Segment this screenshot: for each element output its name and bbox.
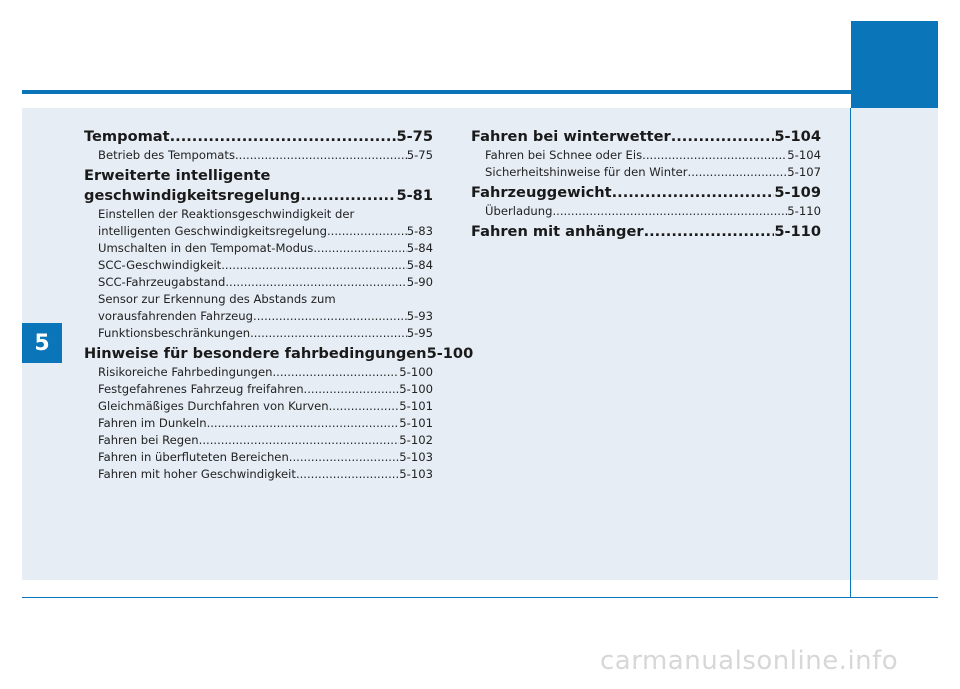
toc-entry-betrieb-tempomat[interactable]: Betrieb des Tempomats ..... 5-75 [84,147,433,164]
margin-rule [850,108,851,598]
toc-subentry[interactable]: Risikoreiche Fahrbedingungen ..... 5-100 [84,364,433,381]
toc-subentry[interactable]: Funktionsbeschränkungen ..... 5-95 [84,325,433,342]
toc-entry-fahrzeuggewicht[interactable]: Fahrzeuggewicht ..... 5-109 [471,183,821,203]
toc-subentry[interactable]: Gleichmäßiges Durchfahren von Kurven ..... 5-101 [84,398,433,415]
toc-subentry[interactable]: Fahren in überfluteten Bereichen ..... 5-103 [84,449,433,466]
watermark: carmanualsonline.info [600,646,899,676]
toc-subentry[interactable]: SCC-Fahrzeugabstand ..... 5-90 [84,274,433,291]
toc-subentry[interactable]: vorausfahrenden Fahrzeug ..... 5-93 [84,308,433,325]
toc-entry-scc-line1: Erweiterte intelligente [84,167,271,184]
chapter-tab: 5 [22,323,62,363]
toc-subentry[interactable]: Fahren im Dunkeln ..... 5-101 [84,415,433,432]
toc-entry-winter[interactable]: Fahren bei winterwetter ..... 5-104 [471,127,821,147]
bottom-rule [22,597,938,598]
toc-column-left [84,125,474,483]
toc-subentry-line1: Einstellen der Reaktionsgeschwindigkeit der [98,207,355,221]
toc-subentry[interactable]: Umschalten in den Tempomat-Modus ..... 5-84 [84,240,433,257]
toc-entry-tempomat[interactable]: Tempomat ..... 5-75 [84,127,433,147]
toc-subentry[interactable]: intelligenten Geschwindigkeitsregelung ..... 5-83 [84,223,433,240]
toc-subentry[interactable]: Fahren bei Schnee oder Eis ..... 5-104 [471,147,821,164]
toc-subentry[interactable]: Sicherheitshinweise für den Winter ..... 5-107 [471,164,821,181]
toc-column-right [471,125,821,242]
top-rule [22,90,938,94]
toc-entry-anhaenger[interactable]: Fahren mit anhänger ..... 5-110 [471,222,821,242]
toc-subentry-line1: Sensor zur Erkennung des Abstands zum [98,292,336,306]
toc-subentry[interactable]: SCC-Geschwindigkeit ..... 5-84 [84,257,433,274]
toc-subentry[interactable]: Überladung ..... 5-110 [471,203,821,220]
toc-entry-scc[interactable]: geschwindigkeitsregelung ..... 5-81 [84,186,433,206]
toc-subentry[interactable]: Fahren bei Regen ..... 5-102 [84,432,433,449]
toc-subentry[interactable]: Festgefahrenes Fahrzeug freifahren ..... 5-100 [84,381,433,398]
toc-entry-hinweise[interactable]: Hinweise für besondere fahrbedingungen 5-100 [84,345,474,362]
toc-subentry[interactable]: Fahren mit hoher Geschwindigkeit ..... 5-103 [84,466,433,483]
corner-color-block [851,21,938,108]
